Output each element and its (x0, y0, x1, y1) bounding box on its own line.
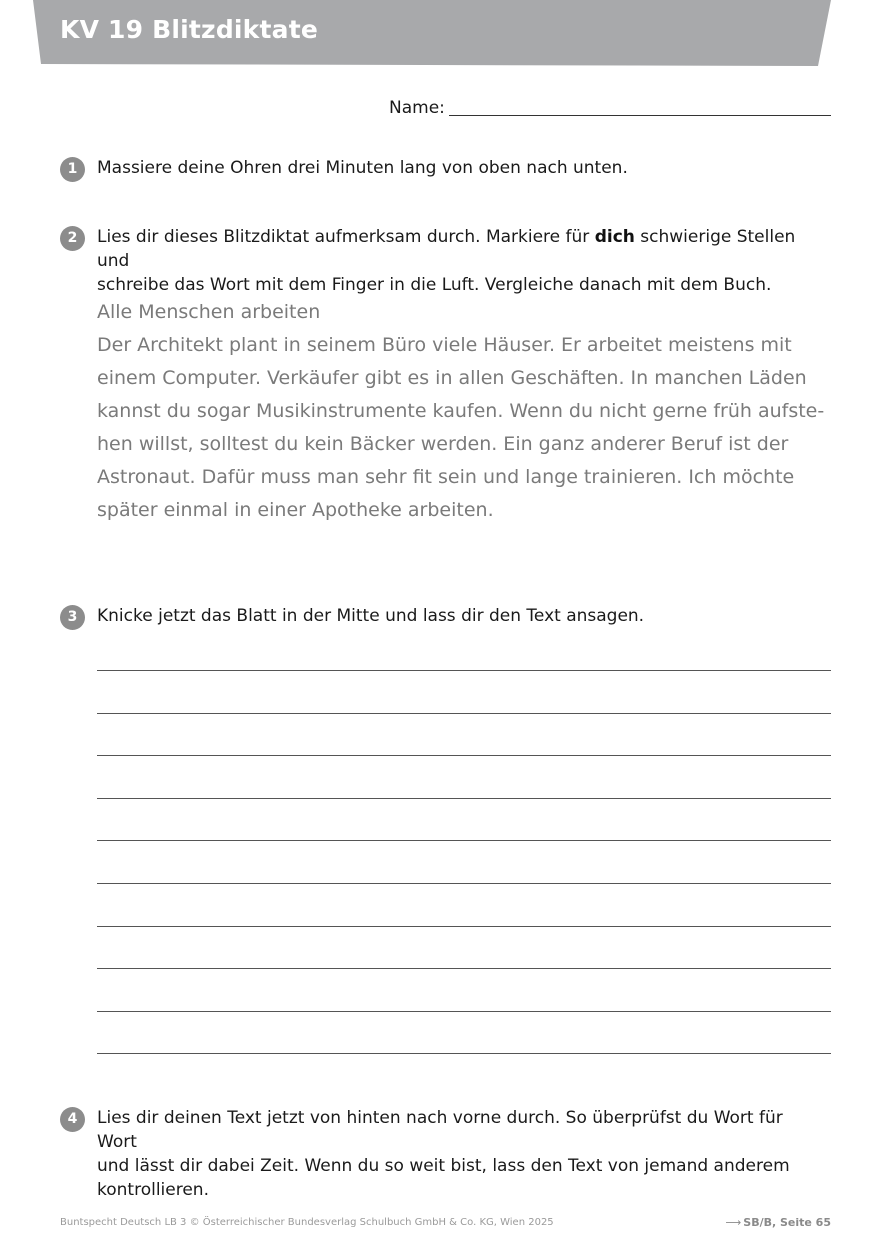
writing-line (97, 755, 831, 756)
task-number-2: 2 (60, 226, 85, 251)
task-1-text: Massiere deine Ohren drei Minuten lang von oben nach unten. (97, 158, 628, 178)
writing-line (97, 968, 831, 969)
arrow-right-icon: ⟶ (725, 1216, 742, 1229)
task-2-line-1: Lies dir dieses Blitzdiktat aufmerksam durch. Markiere für dich schwierige Stellen und (97, 227, 796, 271)
task-2-line-2: schreibe das Wort mit dem Finger in die Luft. Vergleiche danach mit dem Buch. (97, 275, 772, 295)
page-title: KV 19 Blitzdiktate (60, 15, 319, 44)
task-number-1: 1 (60, 157, 85, 182)
dictation-line: Der Architekt plant in seinem Büro viele Häuser. Er arbeitet meistens mit (97, 334, 792, 356)
footer-page-reference (725, 1216, 831, 1229)
footer-copyright: Buntspecht Deutsch LB 3 © Österreichischer Bundesverlag Schulbuch GmbH & Co. KG, Wien 2025 (60, 1217, 554, 1228)
name-field (389, 98, 831, 122)
dictation-title: Alle Menschen arbeiten (97, 301, 321, 323)
task-4-line: und lässt dir dabei Zeit. Wenn du so weit bist, lass den Text von jemand anderem (97, 1156, 790, 1176)
writing-line (97, 798, 831, 799)
task-3-text: Knicke jetzt das Blatt in der Mitte und lass dir den Text ansagen. (97, 606, 645, 626)
dictation-line: hen willst, solltest du kein Bäcker werden. Ein ganz anderer Beruf ist der (97, 433, 789, 455)
task-number-3: 3 (60, 605, 85, 630)
writing-lines (97, 670, 831, 1096)
dictation-text (97, 296, 837, 527)
writing-line (97, 713, 831, 714)
emphasis-word: dich (594, 227, 635, 247)
writing-line (97, 1011, 831, 1012)
task-2-text (97, 225, 827, 297)
dictation-line: kannst du sogar Musikinstrumente kaufen. Wenn du nicht gerne früh aufste- (97, 400, 825, 422)
writing-line (97, 1053, 831, 1054)
writing-line (97, 670, 831, 671)
writing-line (97, 926, 831, 927)
name-label: Name: (389, 98, 445, 118)
dictation-line: später einmal in einer Apotheke arbeiten. (97, 499, 494, 521)
dictation-line: einem Computer. Verkäufer gibt es in allen Geschäften. In manchen Läden (97, 367, 807, 389)
name-write-line (449, 115, 831, 116)
writing-line (97, 883, 831, 884)
task-4-text (97, 1106, 827, 1202)
task-4-line: Lies dir deinen Text jetzt von hinten nach vorne durch. So überprüfst du Wort für Wort (97, 1108, 783, 1152)
task-4-line: kontrollieren. (97, 1180, 209, 1200)
task-number-4: 4 (60, 1107, 85, 1132)
writing-line (97, 840, 831, 841)
page-reference: SB/B, Seite 65 (743, 1216, 831, 1229)
dictation-line: Astronaut. Dafür muss man sehr fit sein und lange trainieren. Ich möchte (97, 466, 795, 488)
